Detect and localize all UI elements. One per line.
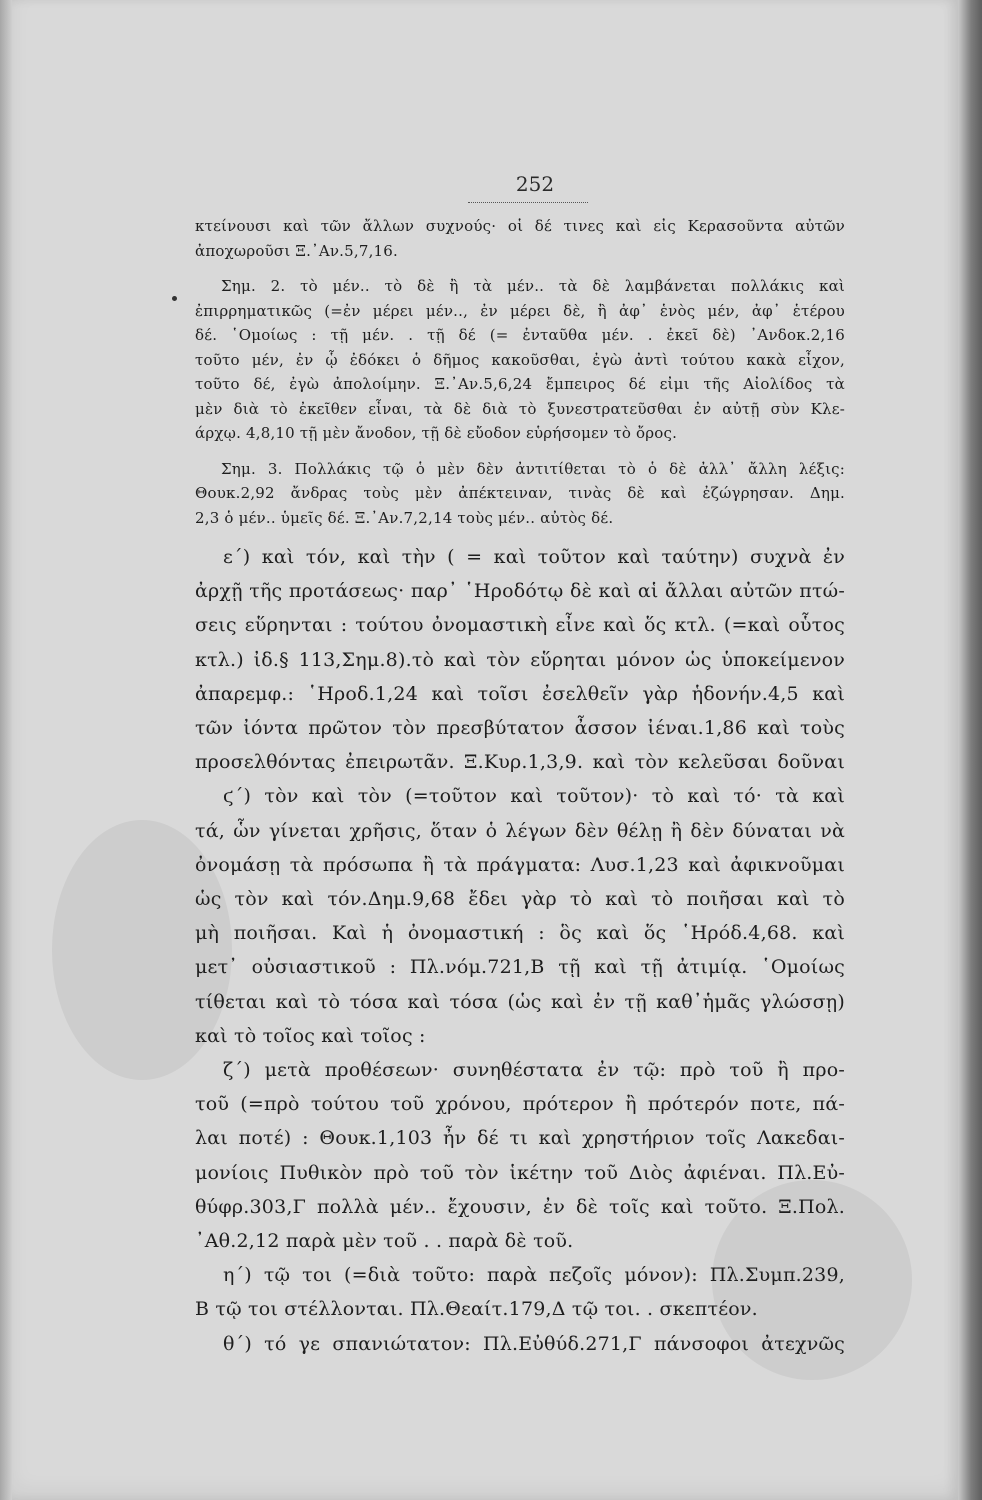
text-line: κτείνουσι καὶ τῶν ἄλλων συχνούς· οἱ δέ τινες καὶ εἰς Κερασοῦντα αὐτῶν [195,217,845,235]
text-line: Σημ. 2. τὸ μέν.. τὸ δὲ ἢ τὰ μέν.. τὰ δὲ λαμβάνεται πολλάκις καὶ [221,277,845,295]
text-line: καὶ τὸ τοῖος καὶ τοῖος : [195,1024,426,1047]
text-line: η΄) τῷ τοι (=διὰ τοῦτο: παρὰ πεζοῖς μόνον): Πλ.Συμπ.239, [223,1264,845,1287]
text-line: κτλ.) ἰδ.§ 113,Σημ.8).τὸ καὶ τὸν εὕρηται μόνον ὡς ὑποκείμενον [195,648,845,671]
page-number: 252 [515,172,555,196]
text-line: άρχῳ. 4,8,10 τῇ μὲν ἄνοδον, τῇ δὲ εὔοδον εὑρήσομεν τὸ ὄρος. [195,424,678,442]
section-e [195,540,845,779]
text-line: λαι ποτέ) : Θουκ.1,103 ἦν δέ τι καὶ χρηστήριον τοῖς Λακεδαι- [195,1127,845,1150]
text-line: ᾿Αθ.2,12 παρὰ μὲν τοῦ . . παρὰ δὲ τοῦ. [195,1230,574,1253]
text-line: ἀποχωροῦσι Ξ.᾿Αν.5,7,16. [195,241,399,260]
text-line: ἐπιρρηματικῶς (=ἐν μέρει μέν.., ἐν μέρει δὲ, ἢ ἀφ᾿ ἑνὸς μέν, ἀφ᾿ ἑτέρου [195,301,845,320]
section-st [195,779,845,1053]
note-paragraph-3 [195,457,845,531]
text-line: τά, ὧν γίνεται χρῆσις, ὅταν ὁ λέγων δὲν θέλῃ ἢ δὲν δύναται νὰ [195,819,845,842]
text-line: Β τῷ τοι στέλλονται. Πλ.Θεαίτ.179,Δ τῷ τοι. . σκεπτέον. [195,1298,758,1321]
text-line: τῶν ἰόντα πρῶτον τὸν πρεσβύτατον ἆσσον ἰέναι.1,86 καὶ τοὺς [195,717,845,740]
text-line: θύφρ.303,Γ πολλὰ μέν.. ἔχουσιν, ἐν δὲ τοῖς καὶ τοῦτο. Ξ.Πολ. [195,1195,845,1218]
text-line: δέ. ῾Ομοίως : τῇ μέν. . τῇ δέ (= ἐνταῦθα μέν. . ἐκεῖ δὲ) ᾿Ανδοκ.2,16 [195,326,845,344]
text-line: προσελθόντας ἐπειρωτᾶν. Ξ.Κυρ.1,3,9. καὶ τὸν κελεῦσαι δοῦναι [195,751,845,774]
text-line: σεις εὕρηνται : τούτου ὀνομαστικὴ εἶνε καὶ ὅς κτλ. (=καὶ οὗτος [195,614,845,637]
text-line: τοῦ (=πρὸ τούτου τοῦ χρόνου, πρότερον ἢ πρότερόν ποτε, πά- [195,1093,845,1116]
section-z [195,1053,845,1258]
text-line: ἀπαρεμφ.: ῾Ηροδ.1,24 καὶ τοῖσι ἐσελθεῖν γὰρ ἡδονήν.4,5 καὶ [195,682,845,705]
text-line: ε΄) καὶ τόν, καὶ τὴν ( = καὶ τοῦτον καὶ ταύτην) συχνὰ ἐν [223,546,845,568]
text-line: ζ΄) μετὰ προθέσεων· συνηθέστατα ἐν τῷ: πρὸ τοῦ ἢ προ- [223,1059,845,1082]
text-line: μονίοις Πυθικὸν πρὸ τοῦ τὸν ἱκέτην τοῦ Διὸς ἀφιέναι. Πλ.Εὐ- [195,1161,845,1184]
text-line: τοῦτο μέν, ἐν ᾧ ἐδόκει ὁ δῆμος κακοῦσθαι, ἐγὼ ἀντὶ τούτου κακὰ εἶχον, [195,350,845,369]
text-line: τίθεται καὶ τὸ τόσα καὶ τόσα (ὡς καὶ ἐν τῇ καθ᾿ἡμᾶς γλώσσῃ) [195,990,845,1013]
scan-edge-left [0,0,12,1500]
section-th [195,1327,845,1361]
page-number-rule [468,202,588,203]
text-line: ϛ΄) τὸν καὶ τὸν (=τοῦτον καὶ τοῦτον)· τὸ καὶ τό· τὰ καὶ [223,785,845,808]
text-line: ὀνομάσῃ τὰ πρόσωπα ἢ τὰ πράγματα: Λυσ.1,23 καὶ ἀφικνοῦμαι [195,853,845,876]
text-line: Θουκ.2,92 ἄνδρας τοὺς μὲν ἀπέκτειναν, τινὰς δὲ καὶ ἐζώγρησαν. Δημ. [195,484,845,502]
paragraph-continuation [195,214,845,263]
text-line: 2,3 ὁ μέν.. ὑμεῖς δέ. Ξ.᾿Αν.7,2,14 τοὺς μέν.. αὐτὸς δέ. [195,508,614,527]
note-paragraph-2 [195,274,845,446]
text-line: Σημ. 3. Πολλάκις τῷ ὁ μὲν δὲν ἀντιτίθεται τὸ ὁ δὲ ἀλλ᾿ ἄλλη λέξις: [221,459,845,478]
text-line: ἀρχῇ τῆς προτάσεως· παρ᾿ ῾Ηροδότῳ δὲ καὶ αἱ ἄλλαι αὐτῶν πτώ- [195,580,845,603]
text-line: ὡς τὸν καὶ τόν.Δημ.9,68 ἔδει γὰρ τὸ καὶ τὸ ποιῆσαι καὶ τὸ [195,888,845,911]
text-line: μετ᾿ οὐσιαστικοῦ : Πλ.νόμ.721,Β τῇ καὶ τῇ ἀτιμίᾳ. ῾Ομοίως [195,956,845,979]
section-i [195,1258,845,1326]
text-line: μὴ ποιῆσαι. Καὶ ἡ ὀνομαστική : ὃς καὶ ὅς ῾Ηρόδ.4,68. καὶ [195,922,845,945]
text-line: τοῦτο δέ, ἐγὼ ἀπολοίμην. Ξ.᾿Αν.5,6,24 ἔμπειρος δέ εἰμι τῆς Αἰολίδος τὰ [195,375,845,393]
page-text [195,214,845,1361]
margin-mark [172,296,177,301]
scan-edge-right [958,0,982,1500]
text-line: θ΄) τό γε σπανιώτατον: Πλ.Εὐθύδ.271,Γ πάνσοφοι ἀτεχνῶς [223,1332,845,1355]
text-line: μὲν διὰ τὸ ἐκεῖθεν εἶναι, τὰ δὲ διὰ τὸ ξυνεστρατεῦσθαι ἐν αὐτῇ σὺν Κλε- [195,399,845,418]
